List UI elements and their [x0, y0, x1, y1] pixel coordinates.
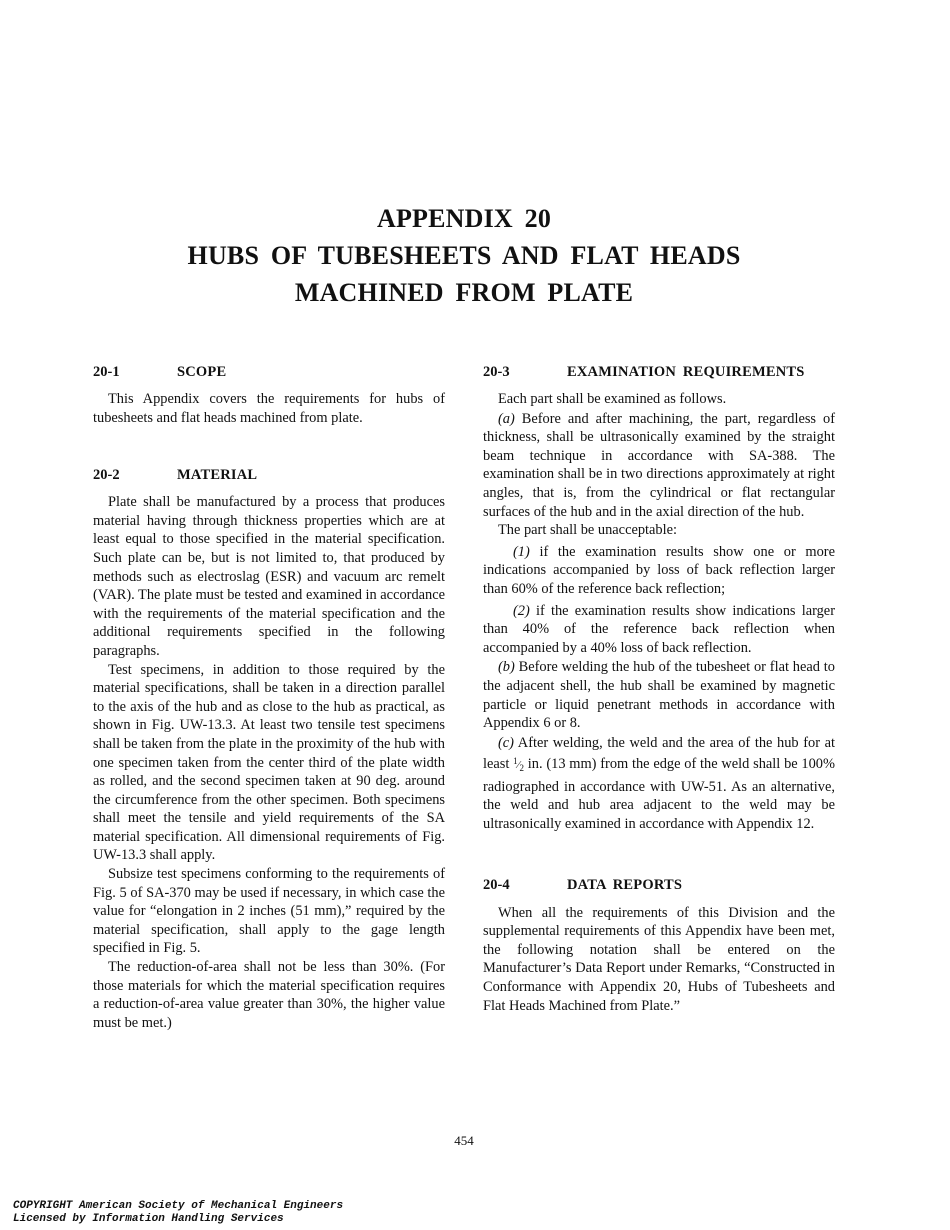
- item-label: (1): [513, 543, 530, 560]
- section-heading-examination: [483, 362, 835, 382]
- examination-item-a: [483, 410, 835, 522]
- copyright-line-2: Licensed by Information Handling Services: [13, 1213, 284, 1225]
- item-text-after: in. (13 mm) from the edge of the weld shall be 100% radiographed in accordance with UW-51. As an alternative, the weld and hub area adjacent to the weld may be ultrasonically examined in accordance with Appendix 12.: [483, 756, 835, 833]
- item-text: if the examination results show one or more indications accompanied by loss of back reflection larger than 60% of the reference back reflection;: [483, 543, 835, 597]
- item-label: (a): [498, 410, 515, 427]
- item-text: if the examination results show indications larger than 40% of the reference back reflection when accompanied by a 40% loss of back reflection.: [483, 602, 835, 656]
- right-column: [483, 362, 835, 1015]
- section-number: 20-2: [93, 466, 120, 483]
- appendix-title-line-1: HUBS OF TUBESHEETS AND FLAT HEADS: [187, 241, 741, 270]
- examination-item-c: [483, 734, 835, 834]
- copyright-line-1: COPYRIGHT American Society of Mechanical Engineers: [13, 1200, 344, 1212]
- unacceptable-intro: The part shall be unacceptable:: [498, 522, 677, 539]
- section-heading-data-reports: [483, 876, 835, 896]
- item-label: (2): [513, 602, 530, 619]
- section-title: MATERIAL: [177, 466, 258, 483]
- left-column: [93, 362, 445, 1032]
- examination-subitem-1: [483, 543, 835, 599]
- material-paragraph-3: Subsize test specimens conforming to the requirements of Fig. 5 of SA-370 may be used if necessary, in which case the value for “elongation in 2 inches (51 mm),” required by the material specification, shall apply to the gage length specified in Fig. 5.: [93, 866, 445, 957]
- section-number: 20-4: [483, 877, 510, 894]
- fraction-numerator: 1: [513, 756, 518, 767]
- data-reports-paragraph: When all the requirements of this Division and the supplemental requirements of this Appendix have been met, the following notation shall be entered on the Manufacturer’s Data Report under Remarks, “Constructed in Conformance with Appendix 20, Hubs of Tubesheets and Flat Heads Machined from Plate.”: [483, 904, 835, 1014]
- section-title: SCOPE: [177, 363, 227, 380]
- material-paragraph-1: Plate shall be manufactured by a process that produces material having through thickness properties which are at least equal to those specified in the material specification. Such plate can be, but is not limited to, that produced by methods such as electroslag (ESR) and vacuum arc remelt (VAR). The plate must be tested and examined in accordance with the requirements of the material specification and the additional requirements specified in the following paragraphs.: [93, 494, 445, 659]
- section-number: 20-1: [93, 363, 120, 380]
- section-title: DATA REPORTS: [567, 877, 683, 894]
- page-number: 454: [454, 1133, 474, 1148]
- appendix-title-block: [0, 200, 928, 311]
- material-paragraph-2: Test specimens, in addition to those required by the material specifications, shall be taken in a direction parallel to the axis of the hub and as close to the hub as practical, as shown in Fig. UW-13.3. At least two tensile test specimens shall be taken from the plate in the proximity of the hub with one specimen taken from the center third of the plate width as rolled, and the second specimen taken at 90 deg. around the circumference from the other specimen. Both specimens shall meet the tensile and yield requirements of the SA material specification. All dimensional requirements of Fig. UW-13.3 shall apply.: [93, 661, 445, 864]
- item-text: Before and after machining, the part, regardless of thickness, shall be ultrasonically examined by the straight beam technique in accordance with SA-388. The examination shall be in two directions approximately at right angles, that is, from the cylindrical or flat rectangular surfaces of the hub and in the axial direction of the hub.: [483, 410, 835, 520]
- examination-subitem-2: [483, 602, 835, 658]
- appendix-title-line-2: MACHINED FROM PLATE: [294, 278, 634, 307]
- item-text: Before welding the hub of the tubesheet or flat head to the adjacent shell, the hub shall be examined by magnetic particle or liquid penetrant methods in accordance with Appendix 6 or 8.: [483, 659, 835, 732]
- scope-paragraph: This Appendix covers the requirements for hubs of tubesheets and flat heads machined from plate.: [93, 391, 445, 426]
- examination-intro: Each part shall be examined as follows.: [498, 391, 727, 407]
- fraction-denominator: 2: [519, 763, 524, 774]
- material-paragraph-4: The reduction-of-area shall not be less than 30%. (For those materials for which the material specification requires a reduction-of-area value greater than 30%, the higher value must be met.): [93, 959, 445, 1031]
- examination-item-b: [483, 658, 835, 732]
- section-title: EXAMINATION REQUIREMENTS: [567, 363, 805, 380]
- copyright-notice: [13, 1200, 343, 1226]
- fraction-one-half: $^1⁄_2$: [513, 756, 524, 774]
- item-text-before: After welding, the weld and the area of the hub for at least: [483, 734, 835, 773]
- appendix-number: APPENDIX 20: [376, 204, 552, 233]
- item-label: (b): [498, 659, 515, 676]
- item-label: (c): [498, 734, 514, 751]
- section-heading-scope: [93, 362, 445, 382]
- section-heading-material: [93, 465, 445, 485]
- section-number: 20-3: [483, 363, 510, 380]
